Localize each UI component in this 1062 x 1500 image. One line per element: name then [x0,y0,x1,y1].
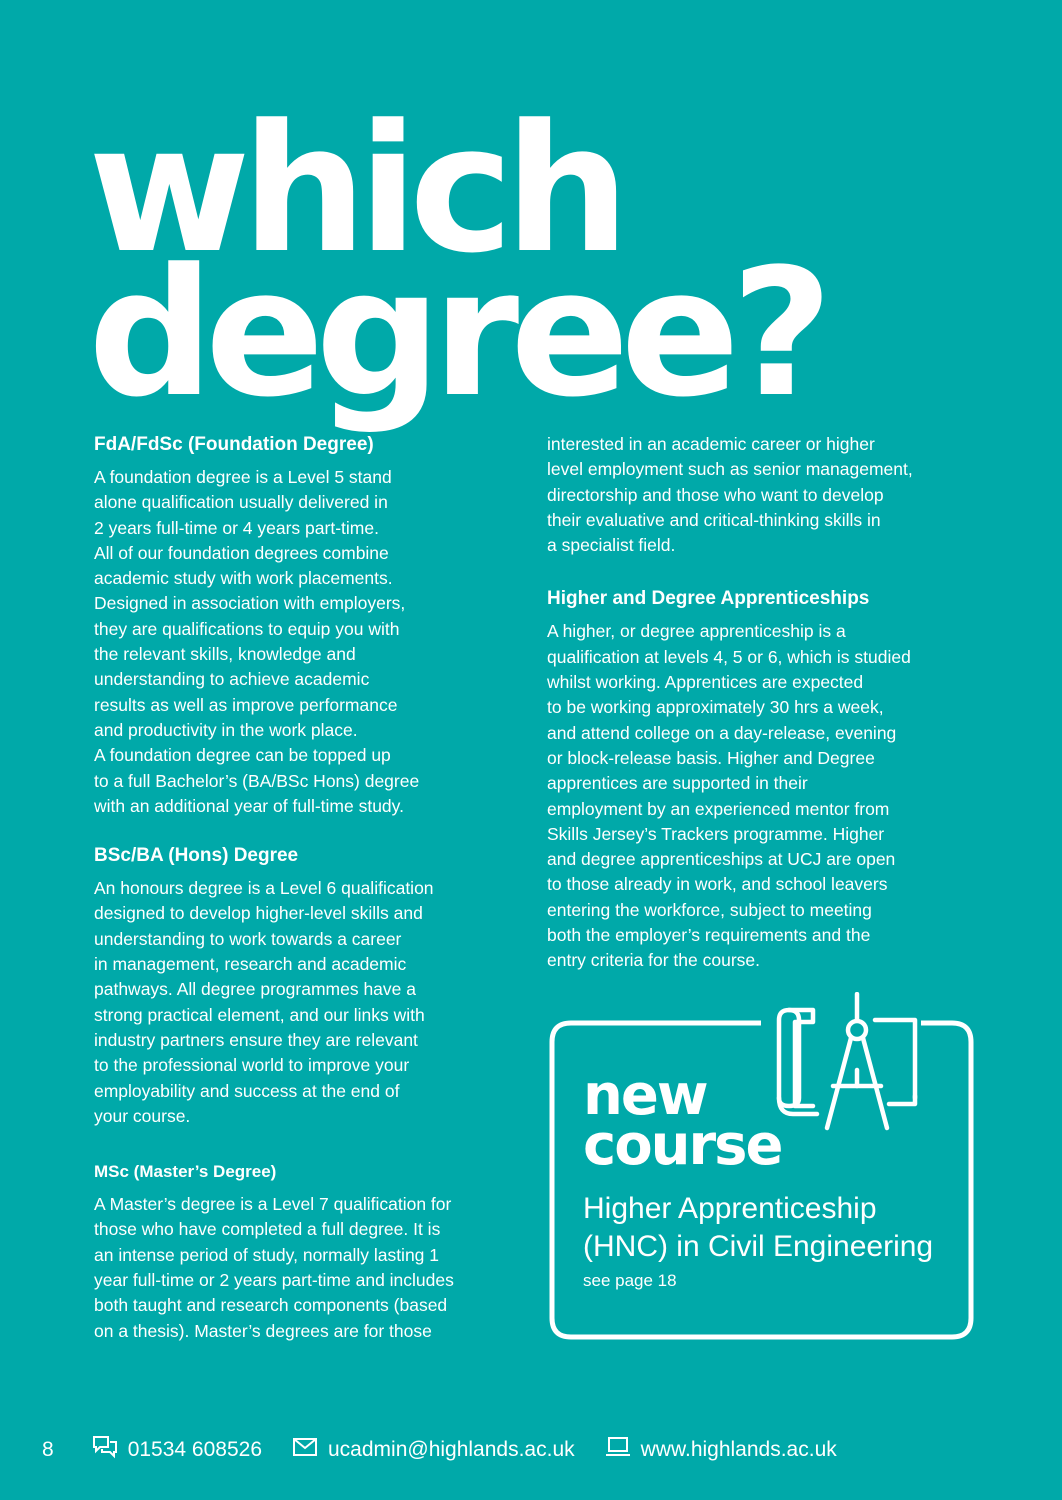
course-page-link[interactable]: see page 18 [583,1271,677,1290]
title-line-1: which [88,87,621,292]
new-course-callout[interactable] [549,1020,974,1340]
title-line-2: degree? [88,231,824,436]
phone-chat-icon [92,1435,118,1465]
fda-heading: FdA/FdSc (Foundation Degree) [94,434,374,455]
page-number: 8 [42,1438,54,1461]
footer-phone[interactable] [92,1435,262,1465]
msc-body-continued: interested in an academic career or higher level employment such as senior management, directorship and those who want to develop their evaluative and critical-thinking skills in a specialist field. [547,434,913,556]
badge-course: course [583,1113,782,1178]
bsc-heading: BSc/BA (Hons) Degree [94,845,299,867]
envelope-icon [292,1437,318,1463]
badge-new: new [583,1063,707,1128]
msc-heading: MSc (Master’s Degree) [94,1162,277,1182]
laptop-icon [605,1436,631,1464]
apprenticeships-body: A higher, or degree apprenticeship is a qualification at levels 4, 5 or 6, which is studied whilst working. Apprentices are expected to be working approximately 30 hrs a week, and attend college on a day-release, evening or block-release basis. Higher and Degree apprentices are supported in their employment by an experienced mentor from Skills Jersey’s Trackers programme. Higher and degree apprenticeships at UCJ are open to those already in work, and school leavers entering the workforce, subject to meeting both the employer’s requirements and the entry criteria for the course. [547,621,911,971]
page-title [88,87,824,436]
apprenticeships-heading: Higher and Degree Apprenticeships [547,588,870,610]
email-address: ucadmin@highlands.ac.uk [328,1438,575,1461]
phone-number: 01534 608526 [127,1438,262,1461]
bsc-body: An honours degree is a Level 6 qualification designed to develop higher-level skills and understanding to work towards a career in management, research and academic pathways. All degree programmes have a strong practical element, and our links with industry partners ensure they are relevant to the professional world to improve your employability and success at the end of your course. [94,878,434,1126]
footer [42,1435,867,1465]
website-url: www.highlands.ac.uk [640,1438,837,1461]
course-title: Higher Apprenticeship (HNC) in Civil Engineering [583,1192,934,1263]
drafting-compass-blueprint-icon [771,992,921,1132]
msc-body: A Master’s degree is a Level 7 qualification for those who have completed a full degree. It is an intense period of study, normally lasting 1 year full-time or 2 years part-time and includes both taught and research components (based on a thesis). Master’s degrees are for those [94,1194,454,1341]
left-column [94,432,514,1344]
right-column [547,432,967,974]
footer-website[interactable] [605,1436,837,1464]
footer-email[interactable] [292,1437,575,1463]
fda-body: A foundation degree is a Level 5 stand alone qualification usually delivered in 2 years full-time or 4 years part-time. All of our foundation degrees combine academic study with work placements. Designed in association with employers, they are qualifications to equip you with the relevant skills, knowledge and understanding to achieve academic results as well as improve performance and productivity in the work place. A foundation degree can be topped up to a full Bachelor’s (BA/BSc Hons) degree with an additional year of full-time study. [94,467,420,816]
